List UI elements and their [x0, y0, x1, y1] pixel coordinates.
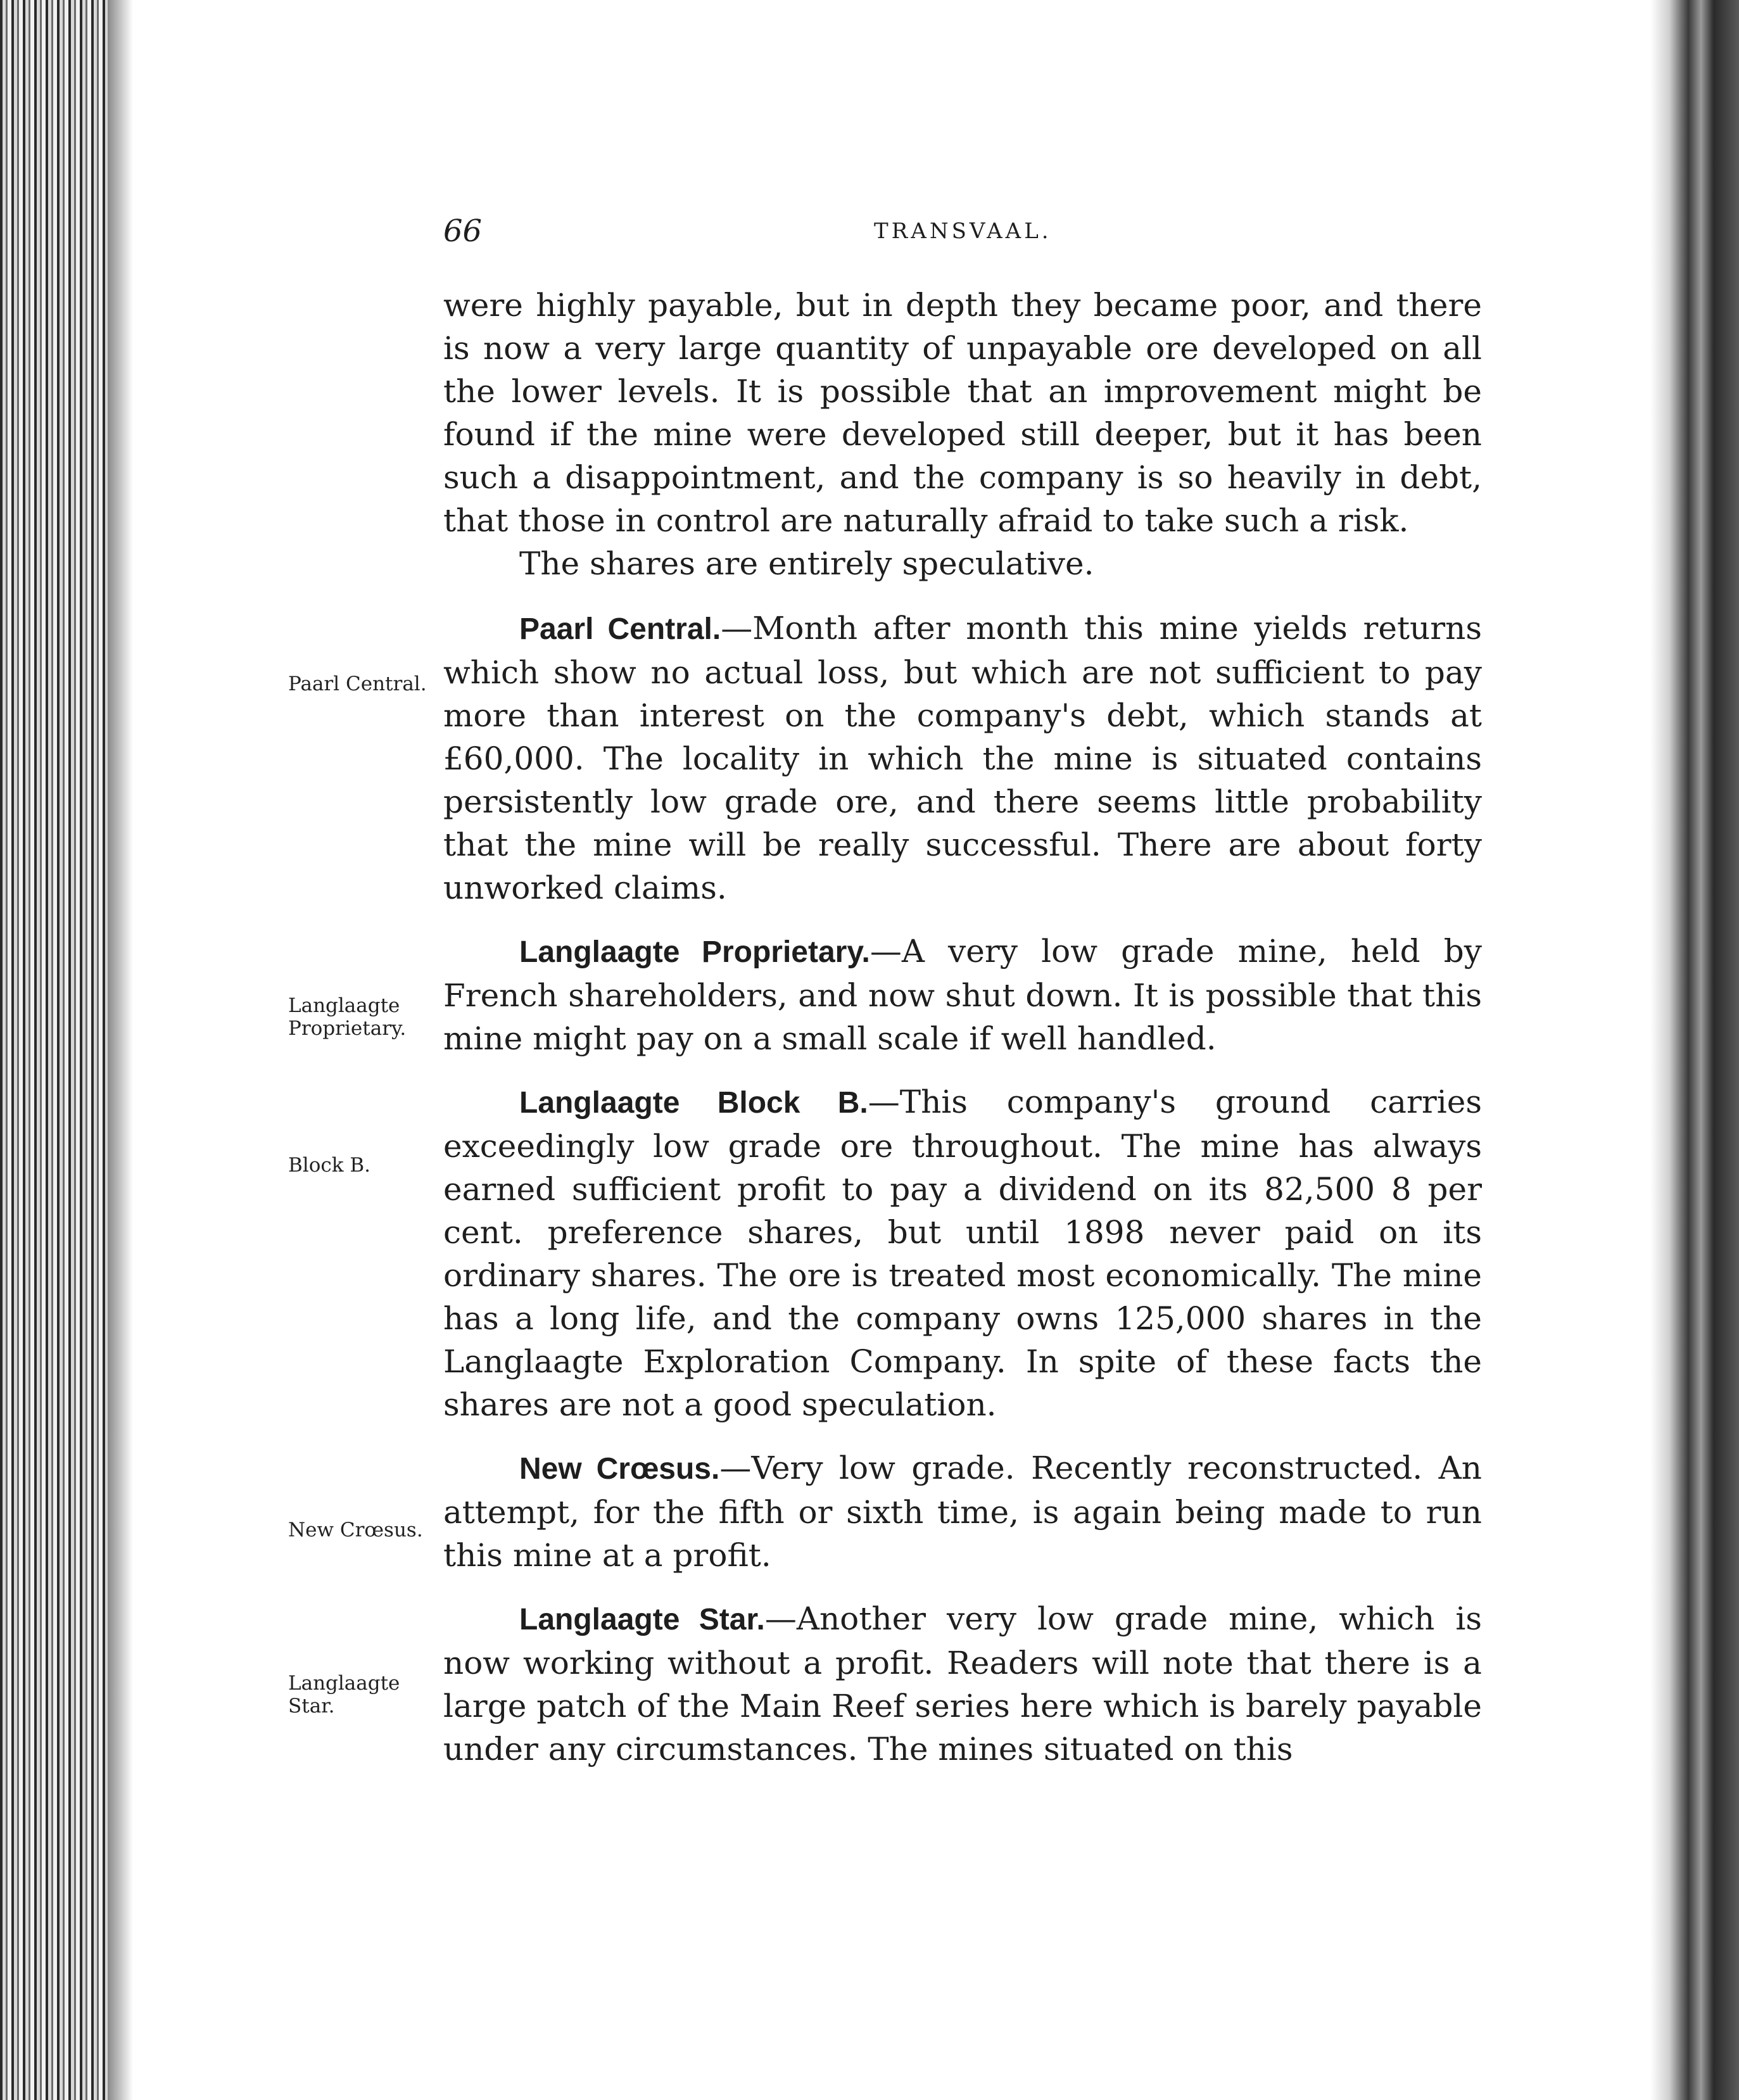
- continuation-paragraph: were highly payable, but in depth they became poor, and there is now a very large quantity of unpayable ore developed on all the lower levels. It is possible that an improvement might be found if the mine were developed still deeper, but it has been such a disappointment, and the company is so heavily in debt, that those in control are naturally afraid to take such a risk.: [443, 287, 1482, 539]
- entry-text: —Another very low grade mine, which is now working without a profit. Readers will note that there is a large patch of the Main Reef series here which is barely payable under any circumstances. The mines situated on this: [443, 1600, 1483, 1768]
- body-text: [443, 284, 1482, 1771]
- margin-note-block-b: Block B.: [288, 1154, 370, 1177]
- entry-text: —Month after month this mine yields returns which show no actual loss, but which are not sufficient to pay more than interest on the company's debt, which stands at £60,000. The locality in which the mine is situated contains persistently low grade ore, and there seems little probability that the mine will be really successful. There are about forty unworked claims.: [443, 610, 1483, 906]
- margin-note-line: Langlaagte: [288, 994, 400, 1017]
- closing-paragraph: The shares are entirely speculative.: [519, 545, 1094, 582]
- margin-note-new-croesus: New Crœsus.: [288, 1519, 423, 1541]
- entry-text: —A very low grade mine, held by French shareholders, and now shut down. It is possible that this mine might pay on a small scale if well handled.: [443, 933, 1483, 1057]
- entry-heading: Langlaagte Proprietary.: [519, 935, 870, 969]
- entry-langlaagte-block-b: [443, 1080, 1482, 1426]
- running-title: TRANSVAAL.: [874, 218, 1052, 244]
- margin-note-paarl-central: Paarl Central.: [288, 673, 427, 695]
- entry-new-croesus: [443, 1446, 1482, 1577]
- entry-langlaagte-proprietary: [443, 930, 1482, 1060]
- entry-heading: Paarl Central.: [519, 612, 721, 646]
- margin-note-line: Proprietary.: [288, 1017, 407, 1040]
- entry-heading: New Crœsus.: [519, 1452, 720, 1486]
- margin-note-line: Star.: [288, 1695, 335, 1717]
- page-header: [443, 209, 1482, 260]
- entry-text: —Very low grade. Recently reconstructed. An attempt, for the fifth or sixth time, is again being made to run this mine at a profit.: [443, 1450, 1482, 1574]
- margin-note-langlaagte-star: [288, 1672, 440, 1717]
- entry-langlaagte-star: [443, 1597, 1482, 1771]
- margin-note-line: Langlaagte: [288, 1672, 400, 1695]
- entry-text: —This company's ground carries exceedingly low grade ore throughout. The mine has always earned sufficient profit to pay a dividend on its 82,500 8 per cent. preference shares, but until 1898 never paid on its ordinary shares. The ore is treated most economically. The mine has a long life, and the company owns 125,000 shares in the Langlaagte Exploration Company. In spite of these facts the shares are not a good speculation.: [443, 1084, 1482, 1423]
- entry-heading: Langlaagte Star.: [519, 1603, 765, 1636]
- margin-note-langlaagte-proprietary: [288, 994, 440, 1040]
- entry-heading: Langlaagte Block B.: [519, 1086, 868, 1120]
- entry-paarl-central: [443, 607, 1482, 909]
- page-number: 66: [443, 213, 483, 249]
